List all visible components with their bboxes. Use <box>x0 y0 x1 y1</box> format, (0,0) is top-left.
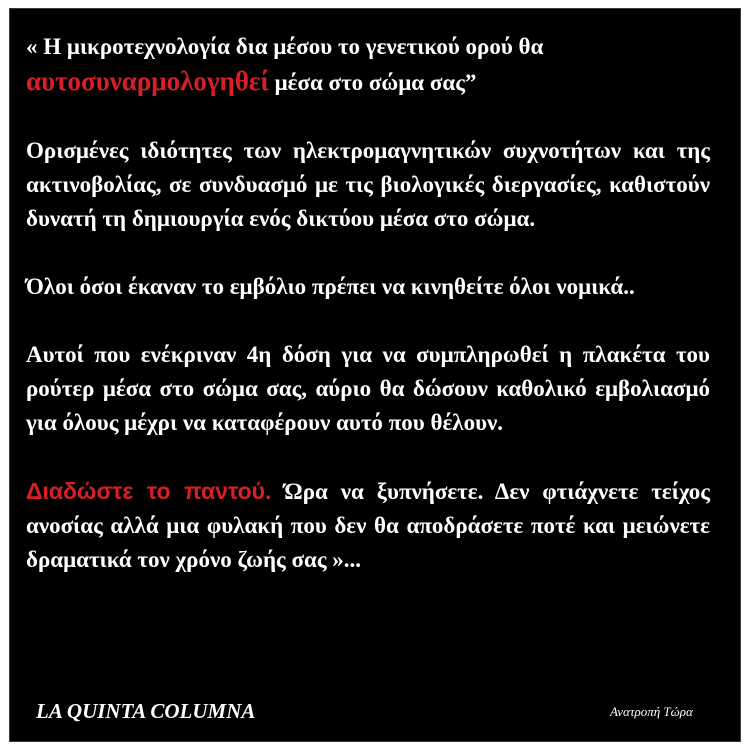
closing-paragraph <box>26 474 710 577</box>
spacer <box>26 236 710 270</box>
signature: LA QUINTA COLUMNA <box>36 699 256 723</box>
closing-text: Ώρα να ξυπνήσετε. Δεν φτιάχνετε τείχος ανοσίας αλλά μια φυλακή που δεν θα αποδράσετε ποτέ και μειώνετε δραματικά τον χρόνο ζωής σας »... <box>26 479 710 572</box>
quote-line-1: « Η μικροτεχνολογία δια μέσου το γενετικού ορού θα <box>26 34 544 59</box>
fourth-dose-paragraph: Αυτοί που ενέκριναν 4η δόση για να συμπληρωθεί η πλακέτα του ρούτερ μέσα στο σώμα σας, αύριο θα δώσουν καθολικό εμβολιασμό για όλους μέχρι να καταφέρουν αυτό που θέλουν. <box>26 342 710 435</box>
legal-paragraph: Όλοι όσοι έκαναν το εμβόλιο πρέπει να κινηθείτε όλοι νομικά.. <box>26 274 635 299</box>
text-content <box>26 30 710 577</box>
quote-paragraph <box>26 30 710 100</box>
spacer <box>26 304 710 338</box>
properties-paragraph: Ορισμένες ιδιότητες των ηλεκτρομαγνητικών συχνοτήτων και της ακτινοβολίας, σε συνδυασμό με τις βιολογικές διεργασίες, καθιστούν δυνατή τη δημιουργία ενός δικτύου μέσα στο σώμα. <box>26 138 710 231</box>
watermark: Ανατροπή Τώρα <box>610 704 693 719</box>
quote-line-2: μέσα στο σώμα σας” <box>268 70 477 95</box>
spacer <box>26 440 710 474</box>
spacer <box>26 100 710 134</box>
call-to-action: Διαδώστε το παντού. <box>26 478 272 504</box>
quote-highlight-word: αυτοσυναρμολογηθεί <box>26 66 269 96</box>
